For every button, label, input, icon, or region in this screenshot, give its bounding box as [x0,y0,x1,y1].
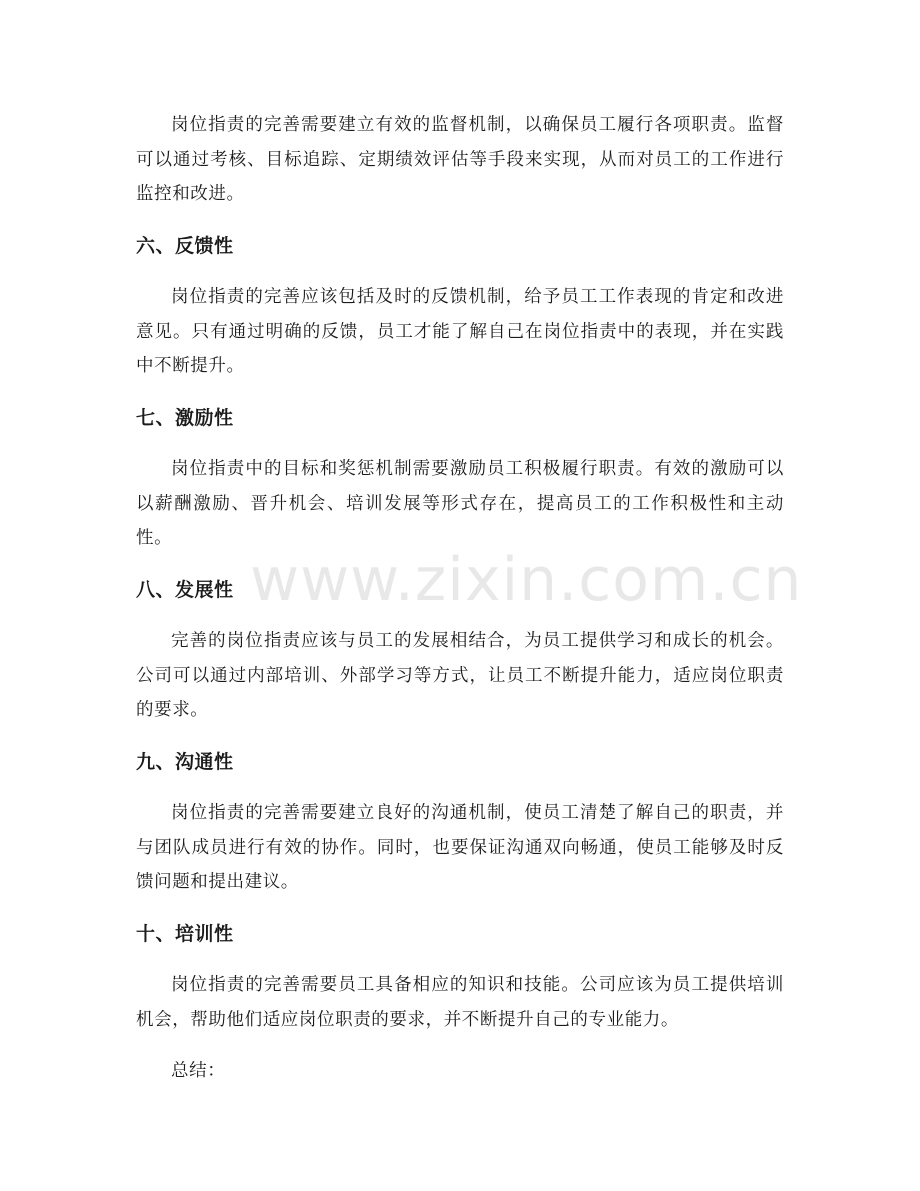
document-body [136,108,803,1089]
summary-label: 总结： [171,1061,226,1081]
section-heading-training: 十、培训性 [136,922,234,945]
section-heading-communication: 九、沟通性 [136,750,234,773]
intro-paragraph: 岗位指责的完善需要建立有效的监督机制，以确保员工履行各项职责。监督可以通过考核、目标追踪、定期绩效评估等手段来实现，从而对员工的工作进行监控和改进。 [136,115,784,204]
section-body-feedback: 岗位指责的完善应该包括及时的反馈机制，给予员工工作表现的肯定和改进意见。只有通过明确的反馈，员工才能了解自己在岗位指责中的表现，并在实践中不断提升。 [136,287,784,376]
section-heading-feedback: 六、反馈性 [136,234,234,257]
section-body-incentive: 岗位指责中的目标和奖惩机制需要激励员工积极履行职责。有效的激励可以以薪酬激励、晋升机会、培训发展等形式存在，提高员工的工作积极性和主动性。 [136,459,784,548]
section-body-training: 岗位指责的完善需要员工具备相应的知识和技能。公司应该为员工提供培训机会，帮助他们适应岗位职责的要求，并不断提升自己的专业能力。 [136,975,784,1030]
section-heading-incentive: 七、激励性 [136,406,234,429]
watermark: www.zixin.com.cn [250,545,803,615]
section-body-communication: 岗位指责的完善需要建立良好的沟通机制，使员工清楚了解自己的职责，并与团队成员进行有效的协作。同时，也要保证沟通双向畅通，使员工能够及时反馈问题和提出建议。 [136,803,784,892]
section-body-development: 完善的岗位指责应该与员工的发展相结合，为员工提供学习和成长的机会。公司可以通过内部培训、外部学习等方式，让员工不断提升能力，适应岗位职责的要求。 [136,631,784,720]
section-heading-development: 八、发展性 [136,578,234,601]
